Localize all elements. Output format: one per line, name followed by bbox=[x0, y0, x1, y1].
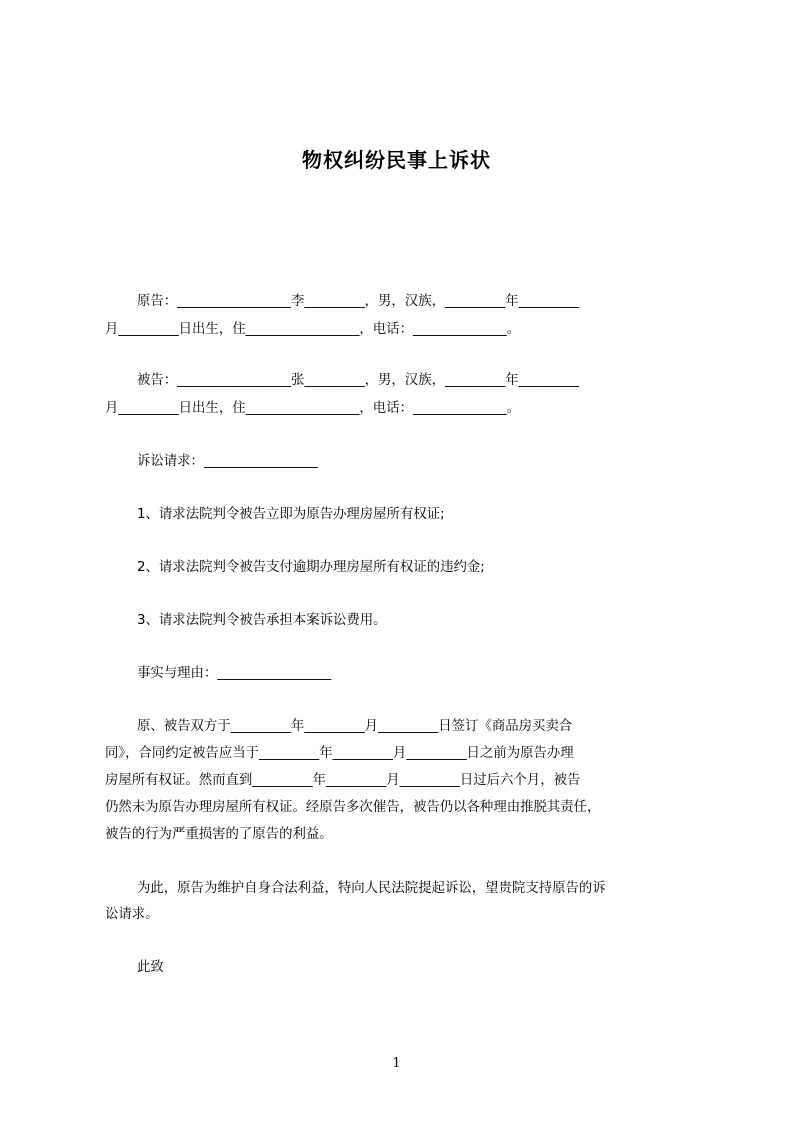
closing-salutation: 此致 bbox=[137, 960, 164, 975]
document-title: 物权纠纷民事上诉状 bbox=[302, 148, 491, 172]
claim-item: 3、请求法院判令被告承担本案诉讼费用。 bbox=[137, 613, 387, 628]
plaintiff-line-2: 月_________日出生，住_________________，电话：______________。 bbox=[105, 322, 521, 337]
conclusion-line: 为此，原告为维护自身合法利益，特向人民法院提起诉讼，望贵院支持原告的诉 bbox=[137, 881, 606, 896]
defendant-line-2: 月_________日出生，住_________________，电话：______________。 bbox=[105, 401, 521, 416]
facts-line: 被告的行为严重损害的了原告的利益。 bbox=[105, 827, 333, 842]
page-number: 1 bbox=[392, 1056, 401, 1071]
defendant-line-1: 被告：_________________张_________，男，汉族，_________年_________ bbox=[137, 373, 579, 388]
plaintiff-line-1: 原告：_________________李_________，男，汉族，_________年_________ bbox=[137, 294, 579, 309]
claim-item: 1、请求法院判令被告立即为原告办理房屋所有权证; bbox=[137, 507, 445, 522]
facts-line: 仍然未为原告办理房屋所有权证。经原告多次催告，被告仍以各种理由推脱其责任， bbox=[105, 800, 601, 815]
facts-line: 原、被告双方于_________年_________月_________日签订《商品房买卖合 bbox=[137, 719, 573, 734]
facts-heading: 事实与理由：_________________ bbox=[137, 666, 332, 681]
claims-heading: 诉讼请求：_________________ bbox=[137, 454, 318, 469]
facts-line: 同》，合同约定被告应当于_________年_________月_________日之前为原告办理 bbox=[105, 746, 574, 761]
claim-item: 2、请求法院判令被告支付逾期办理房屋所有权证的违约金; bbox=[137, 560, 485, 575]
facts-line: 房屋所有权证。然而直到_________年_________月_________日过后六个月，被告 bbox=[105, 773, 581, 788]
conclusion-line: 讼请求。 bbox=[105, 907, 159, 922]
